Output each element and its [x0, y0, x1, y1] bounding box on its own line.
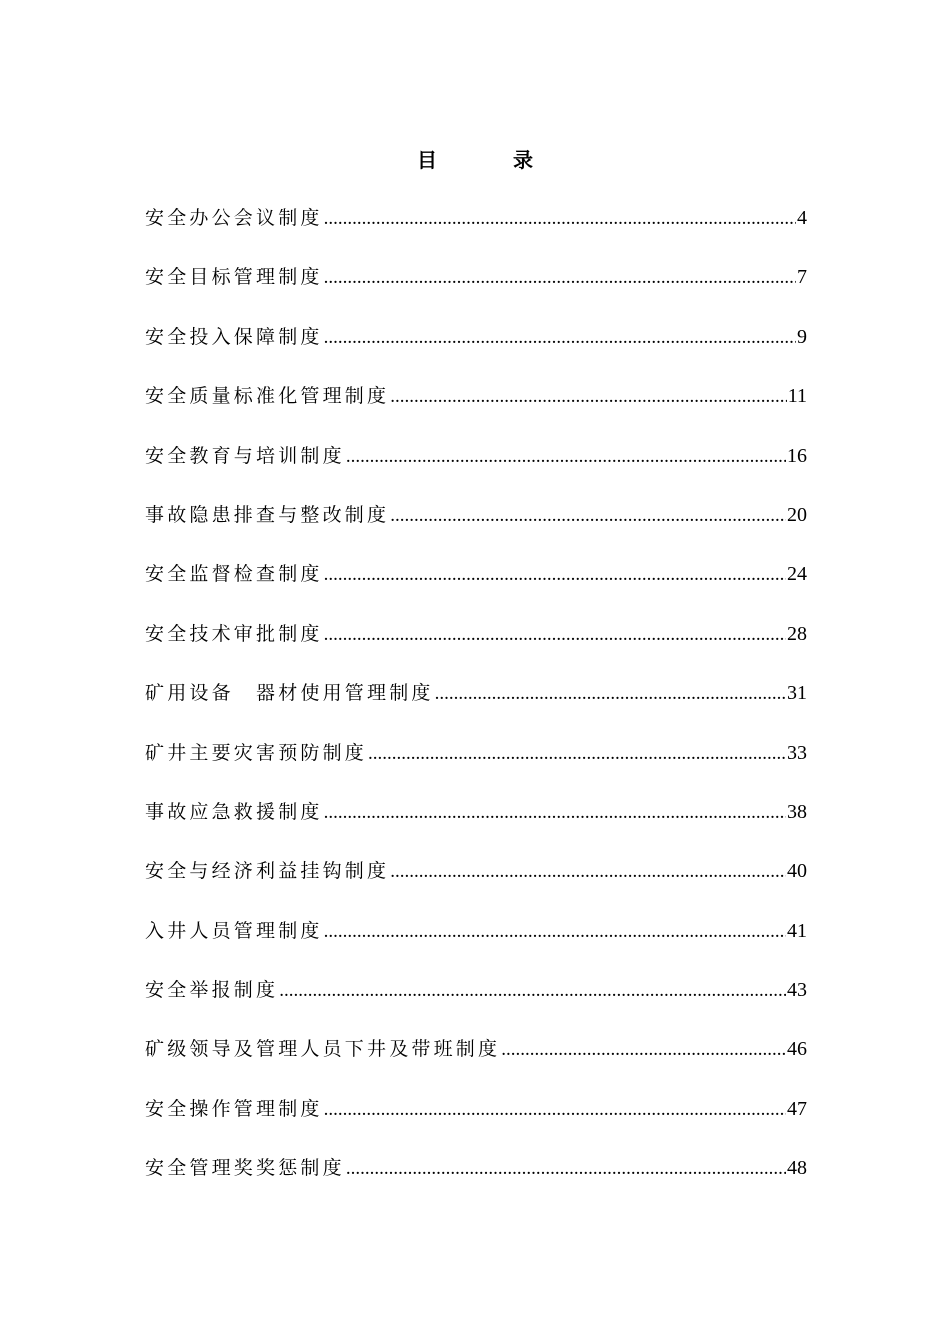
toc-entry-page: 40 [787, 860, 807, 883]
toc-entry-page: 4 [797, 207, 807, 229]
toc-entry-page: 38 [787, 800, 807, 823]
toc-entry-page: 43 [787, 979, 807, 1002]
toc-entry-label: 安全监督检查制度 [145, 563, 323, 586]
toc-entry[interactable] [145, 377, 807, 436]
toc-entry-page: 11 [787, 385, 807, 408]
toc-entry-page: 16 [787, 444, 807, 467]
toc-entry[interactable] [145, 199, 807, 258]
toc-entry-label: 矿级领导及管理人员下井及带班制度 [145, 1038, 501, 1061]
toc-entry-label: 入井人员管理制度 [145, 919, 323, 942]
toc-entry-label: 安全教育与培训制度 [145, 444, 345, 467]
toc-entry-page: 46 [787, 1038, 807, 1061]
toc-entry[interactable] [145, 793, 807, 852]
toc-entry-label: 安全举报制度 [145, 979, 279, 1002]
toc-dot-leader [324, 259, 796, 297]
toc-entry-label: 矿用设备 器材使用管理制度 [145, 682, 434, 705]
toc-dot-leader [324, 556, 786, 594]
toc-dot-leader [324, 1091, 786, 1129]
toc-dot-leader [368, 735, 786, 773]
toc-dot-leader [390, 378, 787, 416]
toc-dot-leader [390, 853, 786, 891]
toc-entry[interactable] [145, 615, 807, 674]
toc-entry-label: 安全质量标准化管理制度 [145, 385, 390, 408]
toc-entry-label: 安全与经济利益挂钩制度 [145, 860, 390, 883]
toc-entry[interactable] [145, 1090, 807, 1149]
toc-entry-page: 41 [787, 919, 807, 942]
toc-entry-label: 安全办公会议制度 [145, 207, 323, 229]
toc-entry-label: 矿井主要灾害预防制度 [145, 741, 368, 764]
toc-entry-page: 48 [787, 1157, 807, 1180]
toc-dot-leader [390, 497, 786, 535]
toc-dot-leader [501, 1031, 786, 1069]
toc-entry[interactable] [145, 258, 807, 317]
toc-entry-label: 事故隐患排查与整改制度 [145, 503, 390, 526]
toc-entry[interactable] [145, 734, 807, 793]
toc-entry-label: 安全目标管理制度 [145, 266, 323, 289]
toc-dot-leader [324, 319, 796, 357]
toc-entry-page: 7 [797, 266, 807, 289]
toc-entry[interactable] [145, 971, 807, 1030]
toc-entry[interactable] [145, 1149, 807, 1208]
toc-entry-label: 安全操作管理制度 [145, 1097, 323, 1120]
toc-title: 目 录 [417, 148, 561, 172]
toc-entry-label: 安全管理奖奖惩制度 [145, 1157, 345, 1180]
toc-entry[interactable] [145, 437, 807, 496]
toc-dot-leader [324, 200, 796, 238]
toc-entry[interactable] [145, 318, 807, 377]
toc-list [145, 199, 807, 1209]
toc-dot-leader [324, 794, 786, 832]
toc-dot-leader [435, 675, 786, 713]
toc-entry-page: 20 [787, 503, 807, 526]
toc-entry-page: 31 [787, 682, 807, 705]
toc-entry[interactable] [145, 555, 807, 614]
toc-entry[interactable] [145, 674, 807, 733]
toc-entry[interactable] [145, 496, 807, 555]
toc-entry-page: 9 [797, 325, 807, 348]
toc-entry-label: 事故应急救援制度 [145, 800, 323, 823]
toc-entry-page: 28 [787, 622, 807, 645]
toc-entry-page: 47 [787, 1097, 807, 1120]
toc-dot-leader [346, 438, 786, 476]
toc-dot-leader [324, 913, 786, 951]
toc-entry[interactable] [145, 852, 807, 911]
toc-entry[interactable] [145, 912, 807, 971]
toc-entry-label: 安全投入保障制度 [145, 325, 323, 348]
toc-dot-leader [279, 972, 786, 1010]
toc-entry[interactable] [145, 1030, 807, 1089]
toc-entry-page: 33 [787, 741, 807, 764]
toc-entry-page: 24 [787, 563, 807, 586]
toc-entry-label: 安全技术审批制度 [145, 622, 323, 645]
toc-dot-leader [324, 616, 786, 654]
toc-dot-leader [346, 1150, 786, 1188]
